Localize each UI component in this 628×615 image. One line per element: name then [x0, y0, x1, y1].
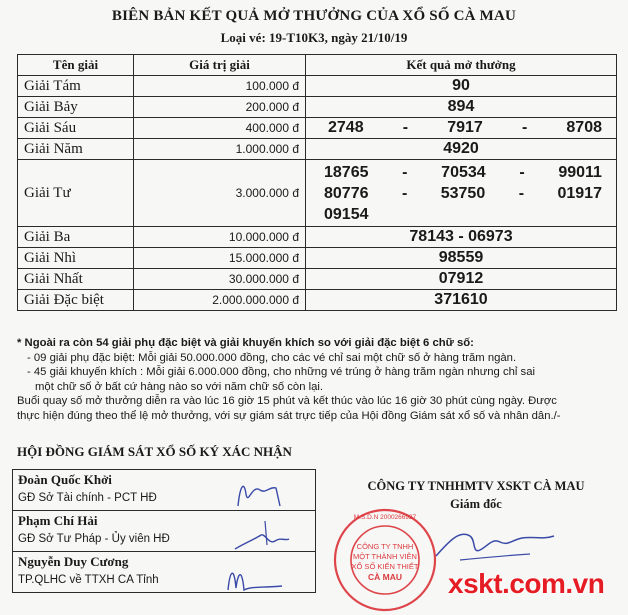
table-row: [18, 139, 617, 160]
company-name: CÔNG TY TNHHMTV XSKT CÀ MAU: [367, 479, 585, 493]
document-title: BIÊN BẢN KẾT QUẢ MỞ THƯỞNG CỦA XỔ SỐ CÀ MAU: [111, 8, 517, 24]
svg-text:CÀ MAU: CÀ MAU: [368, 572, 402, 582]
table-row: [18, 269, 617, 290]
signature-mark: [225, 515, 295, 555]
member-name: Phạm Chí Hải: [18, 513, 98, 528]
prize-result: 53750: [440, 184, 486, 202]
prize-name: Giải Năm: [18, 139, 134, 160]
prize-value: 1.000.000 đ: [134, 139, 306, 160]
col-header-result: Kết quả mở thưởng: [306, 55, 617, 76]
note-line: thực hiện đúng theo thể lệ mở thưởng, với sự giám sát trực tiếp của Hội đồng Giám sát xổ số và nhân dân./-: [17, 409, 561, 422]
prize-name: Giải Đặc biệt: [18, 290, 134, 311]
col-header-value: Giá trị giải: [134, 55, 306, 76]
prize-name: Giải Tám: [18, 76, 134, 97]
council-heading: HỘI ĐỒNG GIÁM SÁT XỔ SỐ KÝ XÁC NHẬN: [17, 444, 292, 459]
prize-value: 15.000.000 đ: [134, 248, 306, 269]
table-row: [18, 227, 617, 248]
prize-results: 78143 - 06973: [306, 227, 617, 248]
prize-name: Giải Ba: [18, 227, 134, 248]
note-line: Buổi quay số mở thưởng diễn ra vào lúc 16 giờ 15 phút và kết thúc vào lúc 16 giờ 30 phút cùng ngày. Được: [17, 395, 557, 407]
prize-name: Giải Nhì: [18, 248, 134, 269]
signature-mark: [230, 476, 290, 512]
prize-result: 2748: [328, 119, 364, 136]
table-row: [18, 290, 617, 311]
prize-result: 06973: [468, 228, 513, 245]
prize-result: 01917: [557, 184, 602, 202]
table-row: [18, 160, 617, 227]
member-name: Nguyễn Duy Cương: [18, 554, 129, 569]
note-line: * Ngoài ra còn 54 giải phụ đặc biệt và giải khuyến khích so với giải đặc biệt 6 chữ số:: [17, 337, 474, 349]
prize-result: 8708: [566, 119, 602, 136]
prize-value: 100.000 đ: [134, 76, 306, 97]
prize-value: 400.000 đ: [134, 118, 306, 139]
prize-result: 07912: [306, 269, 617, 290]
prize-result: 78143: [409, 228, 454, 245]
member-role: GĐ Sở Tài chính - PCT HĐ: [18, 492, 157, 504]
prize-result: 18765: [324, 163, 369, 181]
prize-result: 99011: [558, 163, 602, 181]
prize-result: 80776: [324, 184, 369, 202]
prize-result: 894: [306, 97, 617, 118]
prize-name: Giải Sáu: [18, 118, 134, 139]
col-header-prize: Tên giải: [18, 55, 134, 76]
company-seal-icon: [330, 505, 440, 615]
prize-result: 7917: [447, 119, 483, 136]
note-line: một chữ số ở bất cứ hàng nào so với năm chữ số còn lại.: [35, 380, 324, 393]
director-title: Giám đốc: [450, 497, 502, 511]
prize-name: Giải Tư: [18, 160, 134, 227]
prize-name: Giải Nhất: [18, 269, 134, 290]
member-role: GĐ Sở Tư Pháp - Ủy viên HĐ: [18, 533, 170, 545]
member-role: TP.QLHC về TTXH CA Tỉnh: [18, 574, 159, 586]
table-row: [18, 97, 617, 118]
prize-result: 90: [306, 76, 617, 97]
note-line: - 45 giải khuyến khích : Mỗi giải 6.000.000 đồng, cho những vé trúng ở hàng trăm ngàn nhưng chỉ sai: [27, 366, 535, 378]
prize-result: 371610: [306, 290, 617, 311]
prize-value: 3.000.000 đ: [134, 160, 306, 227]
results-table: [17, 54, 617, 311]
prize-result: 98559: [306, 248, 617, 269]
prize-results: 18765 - 70534 - 99011 80776 - 53750 - 01917 09154: [306, 160, 617, 227]
prize-value: 10.000.000 đ: [134, 227, 306, 248]
prize-result: 4920: [306, 139, 617, 160]
prize-name: Giải Bảy: [18, 97, 134, 118]
signature-mark: [222, 560, 292, 600]
note-line: - 09 giải phụ đặc biệt: Mỗi giải 50.000.000 đồng, cho các vé chỉ sai một chữ số ở hàng trăm ngàn.: [27, 351, 517, 364]
svg-text:MỘT THÀNH VIÊN: MỘT THÀNH VIÊN: [353, 552, 417, 561]
svg-text:M.S.D.N 2000266927: M.S.D.N 2000266927: [353, 514, 417, 521]
prize-value: 200.000 đ: [134, 97, 306, 118]
notes-section: [17, 336, 617, 423]
table-row: [18, 76, 617, 97]
prize-value: 30.000.000 đ: [134, 269, 306, 290]
director-signature-mark: [430, 520, 560, 570]
prize-result: 70534: [441, 163, 486, 181]
table-header-row: [18, 55, 617, 76]
member-name: Đoàn Quốc Khởi: [18, 472, 112, 487]
prize-results: 2748 - 7917 - 8708: [306, 118, 617, 139]
svg-text:CÔNG TY TNHH: CÔNG TY TNHH: [356, 542, 414, 551]
prize-result: 09154: [324, 205, 369, 223]
watermark-logo: xskt.com.vn: [448, 568, 605, 599]
table-row: [18, 118, 617, 139]
table-row: [18, 248, 617, 269]
svg-text:XỔ SỐ KIẾN THIẾT: XỔ SỐ KIẾN THIẾT: [351, 562, 419, 571]
prize-value: 2.000.000.000 đ: [134, 290, 306, 311]
ticket-info: Loại vé: 19-T10K3, ngày 21/10/19: [220, 30, 408, 45]
